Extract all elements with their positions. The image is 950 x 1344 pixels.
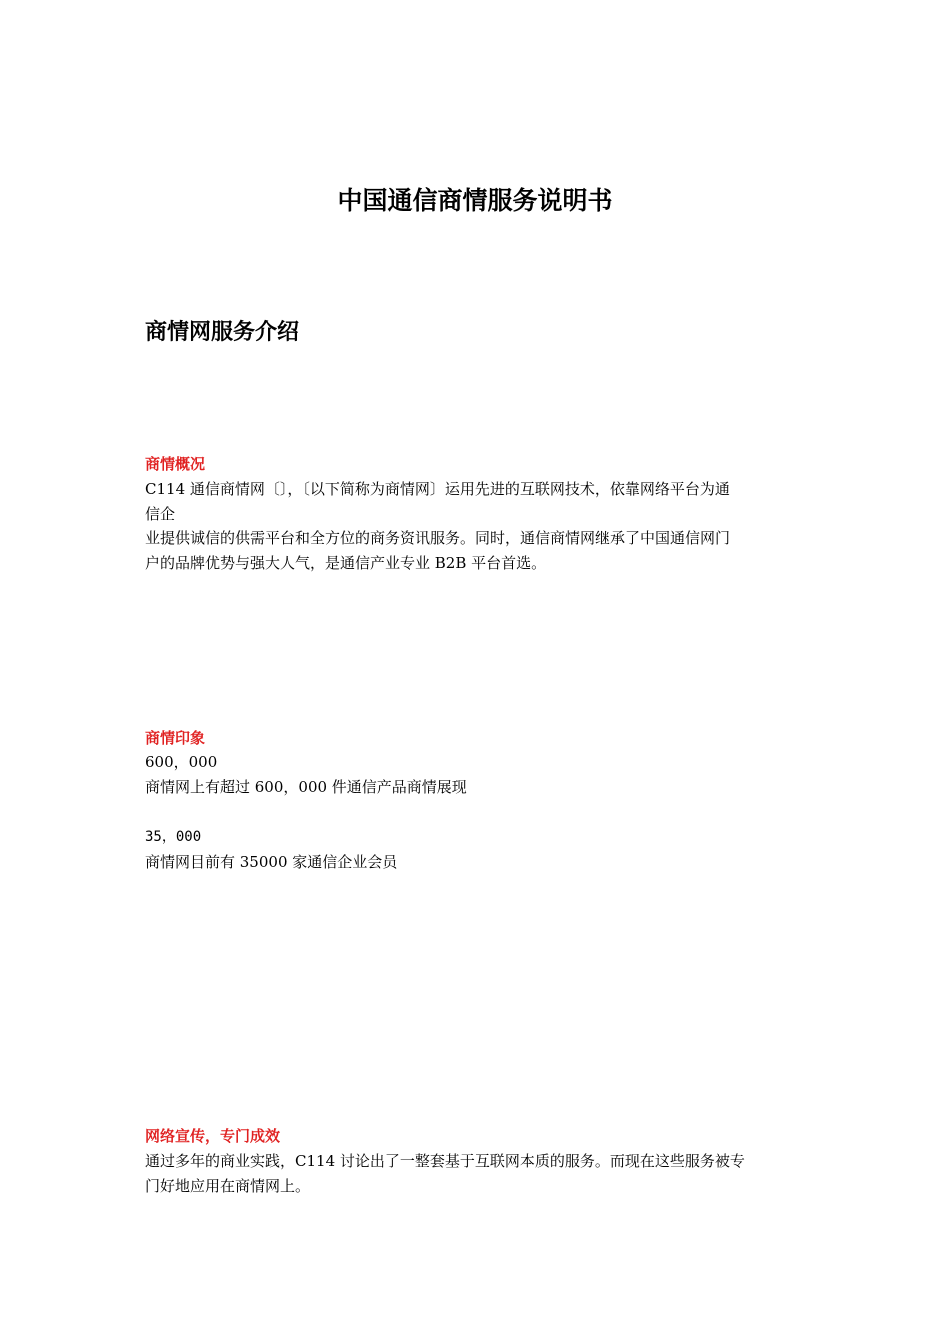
overview-line: 信企 — [145, 504, 176, 523]
promotion-line: 门好地应用在商情网上。 — [145, 1176, 311, 1195]
overview-line: 户的品牌优势与强大人气，是通信产业专业 B2B 平台首选。 — [145, 553, 547, 572]
document-title: 中国通信商情服务说明书 — [337, 186, 613, 215]
impression-stat-2 — [145, 825, 810, 874]
promotion-heading: 网络宣传，专门成效 — [145, 1127, 281, 1145]
overview-heading: 商情概况 — [145, 455, 206, 473]
overview-line: C114 通信商情网〔〕，〔以下简称为商情网〕运用先进的互联网技术，依靠网络平台为通 — [145, 480, 730, 498]
stat-number: 35，000 — [145, 829, 202, 845]
stat-description: 商情网目前有 35000 家通信企业会员 — [145, 852, 398, 871]
overview-paragraph — [145, 477, 810, 575]
promotion-line: 通过多年的商业实践，C114 讨论出了一整套基于互联网本质的服务。而现在这些服务被专 — [145, 1152, 745, 1170]
impression-stat-1 — [145, 750, 810, 799]
stat-number: 600，000 — [145, 753, 218, 771]
overview-line: 业提供诚信的供需平台和全方位的商务资讯服务。同时，通信商情网继承了中国通信网门 — [145, 529, 731, 547]
section-heading: 商情网服务介绍 — [145, 320, 300, 345]
impression-heading: 商情印象 — [145, 729, 206, 747]
promotion-paragraph — [145, 1149, 810, 1198]
stat-description: 商情网上有超过 600，000 件通信产品商情展现 — [145, 777, 467, 796]
